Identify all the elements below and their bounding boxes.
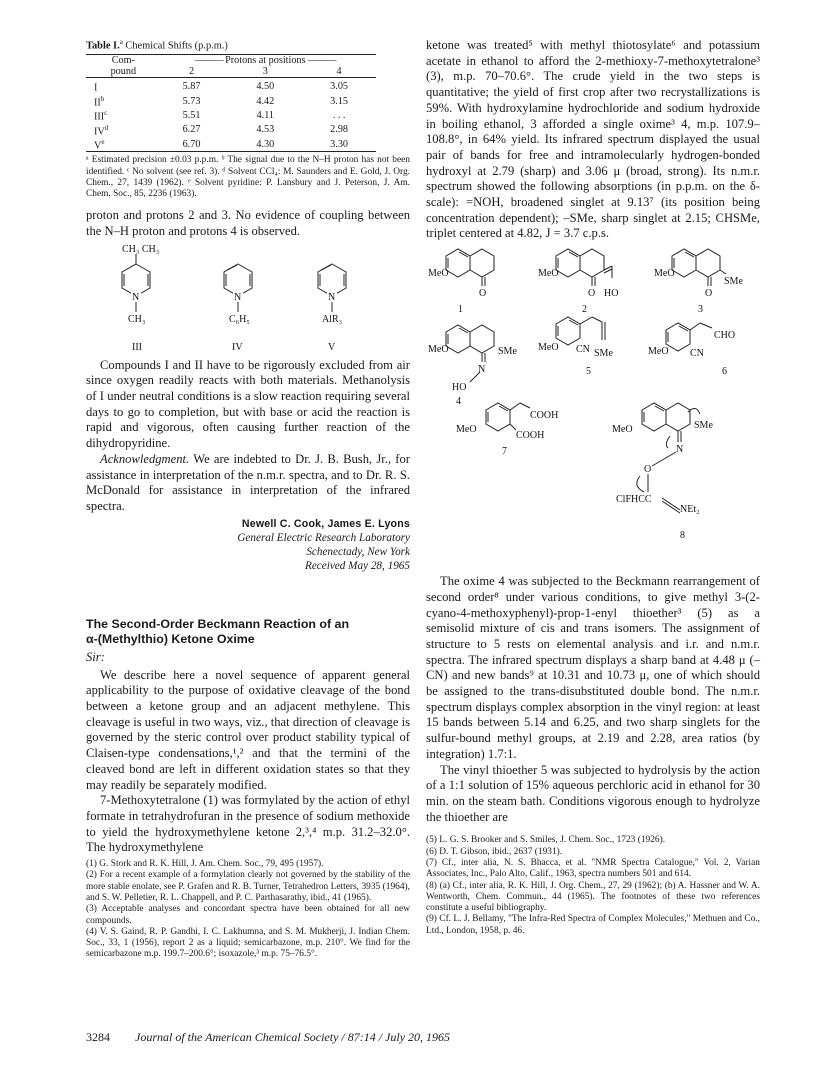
right-footnotes <box>426 835 760 937</box>
author-names: Newell C. Cook, James E. Lyons <box>241 517 410 530</box>
svg-text:MeO: MeO <box>648 346 669 358</box>
compound-2 <box>538 249 618 315</box>
article-title: The Second-Order Beckmann Reaction of an α-(Methylthio) Ketone Oxime <box>86 616 350 646</box>
paragraph-ketone: ketone was treated⁵ with methyl thiotosylate⁶ and potassium acetate in ethanol to afford the 2-methioxy-7-methoxytetralone³ (3), m.p. 70–70.6°. The crude yield in the two steps is quantitative; the yield of first crop after two recrystallizations is 59%. With hydroxylamine hydrochloride and sodium hydroxide in boiling ethanol, 3 afforded a single oxime³ 4, m.p. 107.9–108.8°, in 64% yield. Its infrared spectrum displayed the usual pair of bands for free and intramolecularly hydrogen-bonded hydroxyl at 2.79 (sharp) and 3.06 μ (broad, strong). Its n.m.r. spectrum showed the following absorptions (in p.p.m. on the δ-scale): =NOH, broadened singlet at 9.13⁷ (its position being concentration dependent); –SMe, sharp singlet at 2.15; CHSMe, triplet centered at 4.82, J = 3.7 c.p.s. <box>426 38 760 241</box>
svg-text:N: N <box>478 364 486 376</box>
paragraph-proton: proton and protons 2 and 3. No evidence of coupling between the N–H proton and protons 4 is observed. <box>86 208 410 238</box>
compound-3 <box>654 249 743 315</box>
journal-citation: Journal of the American Chemical Society / 87:14 / July 20, 1965 <box>135 1030 451 1044</box>
svg-text:ClFHCC: ClFHCC <box>616 494 652 506</box>
svg-text:O: O <box>588 288 596 300</box>
affiliation: General Electric Research Laboratory <box>237 531 410 544</box>
svg-text:HO: HO <box>604 288 619 300</box>
left-footnotes <box>86 859 410 961</box>
compound-3-label: 3 <box>698 304 703 316</box>
compound-8 <box>612 403 713 541</box>
structure-iii-sub: CH₃ <box>128 313 146 325</box>
page-number: 3284 <box>86 1030 110 1044</box>
structure-iv <box>224 264 252 353</box>
table-row: III$^c$ 5.51 4.11 . . . <box>94 109 346 123</box>
table-row: $IV^d$ 6.27 4.53 2.98 <box>94 123 348 138</box>
footnote: (3) Acceptable analyses and concordant spectra have been obtained for all new compounds. <box>86 904 410 926</box>
svg-text:MeO: MeO <box>654 268 675 280</box>
right-column <box>426 38 760 937</box>
compound-1 <box>428 249 494 315</box>
footnote: (6) D. T. Gibson, ibid., 2637 (1931). <box>426 846 563 857</box>
svg-text:HO: HO <box>452 382 467 394</box>
footnote: (1) G. Stork and R. K. Hill, J. Am. Chem. Soc., 79, 495 (1957). <box>86 859 324 870</box>
left-column <box>86 38 410 961</box>
page-footer <box>86 1030 450 1045</box>
col-position-3: 3 <box>262 66 268 78</box>
paragraph-vinyl: The vinyl thioether 5 was subjected to hydrolysis by the action of a 1:1 solution of 15% aqueous perchloric acid in ethanol for 30 min. on the steam bath. Conditions vigorous enough to hydrolyze the thioether are <box>426 762 760 824</box>
structure-iii-label: III <box>132 341 142 353</box>
affiliation-location: Schenectady, New York <box>306 545 410 558</box>
svg-text:N: N <box>676 444 684 456</box>
paragraph-describe: We describe here a novel sequence of apparent general applicability to the purpose of oxidative cleavage of the bond between a ketone group and an adjacent methylene. This cleavage is useful in two ways, viz., that direction of cleavage is governed by the steric control over product stability typical of Claisen-type condensations,¹,² and that the termini of the cleaved bond are left in different oxidation states so that they may readily be separately modified. <box>86 667 410 792</box>
svg-text:O: O <box>705 288 713 300</box>
col-group-header: ——— Protons at positions ——— <box>194 55 336 67</box>
structure-v-label: V <box>328 341 336 353</box>
svg-text:COOH: COOH <box>530 410 559 422</box>
svg-text:CHO: CHO <box>714 330 736 342</box>
compound-5 <box>538 317 613 377</box>
svg-text:MeO: MeO <box>456 424 477 436</box>
structure-iv-n: N <box>234 291 242 303</box>
compound-6-label: 6 <box>722 366 727 378</box>
col-position-2: 2 <box>188 66 195 78</box>
svg-text:COOH: COOH <box>516 430 545 442</box>
compound-6 <box>648 323 735 377</box>
svg-text:MeO: MeO <box>428 268 449 280</box>
footnote: (4) V. S. Gaind, R. P. Gandhi, I. C. Lakhumna, and S. M. Mukherji, J. Indian Chem. Soc., 33, 1 (1956), report 2 as a liquid; semicarbazone, m.p. 210°. We find for the semicarbazone m.p. 199.7–200.6°; isoxazole,³ m.p. 75–76.5°. <box>86 926 410 960</box>
paragraph-acknowledgment <box>86 452 410 515</box>
reaction-scheme-figure <box>426 246 760 566</box>
structure-iii-n: N <box>132 291 140 303</box>
structure-iii-top-label: CH₃ CH₃ <box>122 243 160 255</box>
svg-text:SMe: SMe <box>594 348 613 360</box>
chemical-shifts-table <box>86 54 376 152</box>
structure-v-sub: AlR₃ <box>322 313 343 325</box>
pyridine-structures-figure <box>86 240 410 358</box>
compound-7-label: 7 <box>502 446 507 458</box>
footnote: (8) (a) Cf., inter alia, R. K. Hill, J. Org. Chem., 27, 29 (1962); (b) A. Hassner and W. A. Wentworth, Chem. Commun., 44 (1965). The footnotes of these two references constitute a useful bibliography. <box>426 880 760 914</box>
svg-text:SMe: SMe <box>498 346 517 358</box>
svg-text:MeO: MeO <box>428 344 449 356</box>
compound-1-label: 1 <box>458 304 463 316</box>
structure-iii <box>122 244 159 353</box>
svg-text:CN: CN <box>690 348 704 360</box>
table-title-sup: a <box>119 38 123 46</box>
paragraph-methoxytetralone: 7-Methoxytetralone (1) was formylated by the action of ethyl formate in tetrahydrofuran in the presence of sodium methoxide to yield the hydroxymethylene ketone 2,³,⁴ m.p. 31.2–32.0°. The hydroxymethylene <box>86 793 410 855</box>
svg-text:MeO: MeO <box>538 268 559 280</box>
svg-text:SMe: SMe <box>694 420 713 432</box>
footnote: (7) Cf., inter alia, N. S. Bhacca, et al. "NMR Spectra Catalogue," Vol. 2, Varian Associates, Inc., Palo Alto, Calif., 1963, spectra numbers 501 and 614. <box>426 857 760 880</box>
svg-text:SMe: SMe <box>724 276 743 288</box>
svg-text:O: O <box>644 464 652 476</box>
compound-4 <box>428 325 517 407</box>
table-title-label: Table I. <box>86 40 120 52</box>
compound-2-label: 2 <box>582 304 587 316</box>
ack-text: We are indebted to Dr. J. B. Bush, Jr., for assistance in interpretation of the n.m.r. spectra, and to Dr. R. S. McDonald for assistance in interpretation of the infrared spectra. <box>86 451 410 513</box>
table-row: $II^b$ 5.73 4.42 3.15 <box>94 94 348 109</box>
received-date: Received May 28, 1965 <box>305 559 410 572</box>
col-compound-header: Com- pound <box>110 55 137 78</box>
structure-iv-label: IV <box>232 341 243 353</box>
col-position-4: 4 <box>336 66 342 78</box>
svg-text:O: O <box>479 288 487 300</box>
table-title <box>86 38 410 51</box>
compound-5-label: 5 <box>586 366 591 378</box>
svg-text:MeO: MeO <box>612 424 633 436</box>
salutation: Sir: <box>86 649 105 664</box>
compound-4-label: 4 <box>456 396 461 408</box>
structure-v-n: N <box>328 291 336 303</box>
svg-text:CN: CN <box>576 344 590 356</box>
table-row: Ve 6.70 4.30 3.30 <box>94 138 348 152</box>
svg-text:NEt₂: NEt₂ <box>680 504 700 516</box>
signature-block <box>86 517 410 573</box>
footnote: (2) For a recent example of a formylation clearly not governed by the stability of the more stable enolate, see P. Grafen and R. B. Turner, Tetrahedron Letters, 3935 (1964), and S. W. Pelletier, R. L. Chappell, and P. C. Parthasarathy, ibid., 41 (1965). <box>86 870 410 903</box>
table-row: I 5.87 4.50 3.05 <box>94 80 348 94</box>
structure-v <box>318 264 346 353</box>
footnote: (5) L. G. S. Brooker and S. Smiles, J. Chem. Soc., 1723 (1926). <box>426 835 666 846</box>
compound-8-label: 8 <box>680 530 685 542</box>
paragraph-oxime: The oxime 4 was subjected to the Beckmann rearrangement of second order⁸ under various conditions, to give methyl 3-(2-cyano-4-methoxyphenyl)-prop-1-enyl thioether³ (5) as a semisolid mixture of cis and trans isomers. The assignment of structure to 5 rests on elemental analysis and i.r. and n.m.r. spectra. The infrared spectrum displays a sharp band at 4.48 μ (–CN) and new bands⁹ at 10.31 and 10.73 μ, one of which should be assigned to the trans-disubstituted double bond. The n.m.r. spectrum displays complex absorption in the vinyl region: at least 15 bands between 5.14 and 6.25, and two sharp singlets for the sulfur-bound methyl groups, at 2.19 and 2.28, area ratios (by integration) 1.7:1. <box>426 574 760 761</box>
table-notes: ᵃ Estimated precision ±0.03 p.p.m. ᵇ The signal due to the N–H proton has not been identified. ᶜ No solvent (see ref. 3). ᵈ Solvent CCl₄: M. Saunders and E. Gold, J. Org. Chem., 27, 1439 (1962). ᵉ Solvent pyridine: P. Lansbury and J. Peterson, J. Am. Chem. Soc., 85, 2236 (1963). <box>86 155 410 200</box>
ack-label: Acknowledgment. <box>100 451 190 466</box>
structures-iii-iv-v <box>86 240 410 358</box>
svg-text:MeO: MeO <box>538 342 559 354</box>
compound-7 <box>456 403 558 457</box>
table-title-text: Chemical Shifts (p.p.m.) <box>125 40 228 52</box>
paragraph-compounds: Compounds I and II have to be rigorously excluded from air since oxygen readily reacts with both materials. Methanolysis of I under neutral conditions is a slow reaction requiring several days to go to completion, but with base or acid the reaction is rapid and vigorous, often causing further reaction of the dihydropyridine. <box>86 357 410 451</box>
footnote: (9) Cf. L. J. Bellamy, "The Infra-Red Spectra of Complex Molecules," Methuen and Co., Ltd., London, 1958, p. 46. <box>426 914 760 936</box>
structure-iv-sub: C₆H₅ <box>229 313 250 325</box>
